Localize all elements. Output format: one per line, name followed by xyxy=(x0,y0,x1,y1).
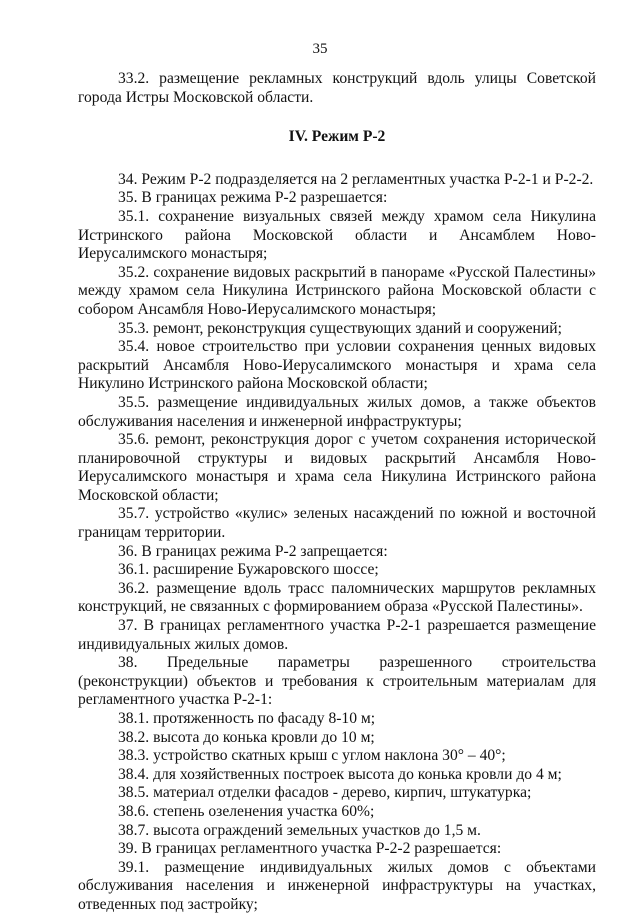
paragraph-38-4: 38.4. для хозяйственных построек высота до конька кровли до 4 м; xyxy=(118,765,562,783)
page-number: 35 xyxy=(312,41,328,57)
document-body xyxy=(78,70,596,915)
paragraph-36-2: 36.2. размещение вдоль трасс паломнических маршрутов рекламных конструкций, не связанных с формированием образа «Русской Палестины». xyxy=(78,579,596,616)
paragraph-38: 38. Предельные параметры разрешенного строительства (реконструкции) объектов и требования к строительным материалам для регламентного участка Р-2-1: xyxy=(78,654,596,709)
paragraph-39: 39. В границах регламентного участка Р-2-2 разрешается: xyxy=(118,840,502,858)
paragraph-35: 35. В границах режима Р-2 разрешается: xyxy=(118,189,388,207)
paragraph-35-2: 35.2. сохранение видовых раскрытий в панораме «Русской Палестины» между храмом села Никулина Истринского района Московской области с собором Ансамбля Ново-Иерусалимского монастыря; xyxy=(78,263,596,318)
paragraph-35-1: 35.1. сохранение визуальных связей между храмом села Никулина Истринского района Московской области и Ансамблем Ново-Иерусалимского монастыря; xyxy=(78,207,596,263)
paragraph-35-7: 35.7. устройство «кулис» зеленых насаждений по южной и восточной границам территории. xyxy=(78,505,596,542)
paragraph-38-2: 38.2. высота до конька кровли до 10 м; xyxy=(118,728,375,746)
paragraph-36: 36. В границах режима Р-2 запрещается: xyxy=(118,542,388,560)
paragraph-36-1: 36.1. расширение Бужаровского шоссе; xyxy=(118,561,379,579)
paragraph-35-3: 35.3. ремонт, реконструкция существующих зданий и сооружений; xyxy=(118,319,562,337)
paragraph-35-4: 35.4. новое строительство при условии сохранения ценных видовых раскрытий Ансамбля Ново-Иерусалимского монастыря и храма села Никулино Истринского района Московской области; xyxy=(78,338,596,393)
paragraph-38-1: 38.1. протяженность по фасаду 8-10 м; xyxy=(118,710,376,727)
paragraph-34: 34. Режим Р-2 подразделяется на 2 регламентных участка Р-2-1 и Р-2-2. xyxy=(118,170,594,188)
paragraph-35-5: 35.5. размещение индивидуальных жилых домов, а также объектов обслуживания населения и инженерной инфраструктуры; xyxy=(78,393,596,430)
paragraph-38-5: 38.5. материал отделки фасадов - дерево, кирпич, штукатурка; xyxy=(118,784,532,802)
paragraph-37: 37. В границах регламентного участка Р-2-1 разрешается размещение индивидуальных жилых домов. xyxy=(78,617,596,653)
paragraph-33-2: 33.2. размещение рекламных конструкций вдоль улицы Советской города Истры Московской области. xyxy=(78,70,596,106)
paragraph-35-6: 35.6. ремонт, реконструкция дорог с учетом сохранения исторической планировочной структуры и видовых раскрытий Ансамбля Ново-Иерусалимского монастыря и храма села Никулина Истринского района Московской области; xyxy=(78,431,596,504)
paragraph-38-6: 38.6. степень озеленения участка 60%; xyxy=(118,802,375,820)
paragraph-38-3: 38.3. устройство скатных крыш с углом наклона 30° – 40°; xyxy=(118,747,506,765)
paragraph-38-7: 38.7. высота ограждений земельных участков до 1,5 м. xyxy=(118,821,481,839)
paragraph-39-1: 39.1. размещение индивидуальных жилых домов с объектами обслуживания населения и инженерной инфраструктуры на участках, отведенных под застройку; xyxy=(78,858,596,913)
section-heading: IV. Режим Р-2 xyxy=(288,128,386,146)
